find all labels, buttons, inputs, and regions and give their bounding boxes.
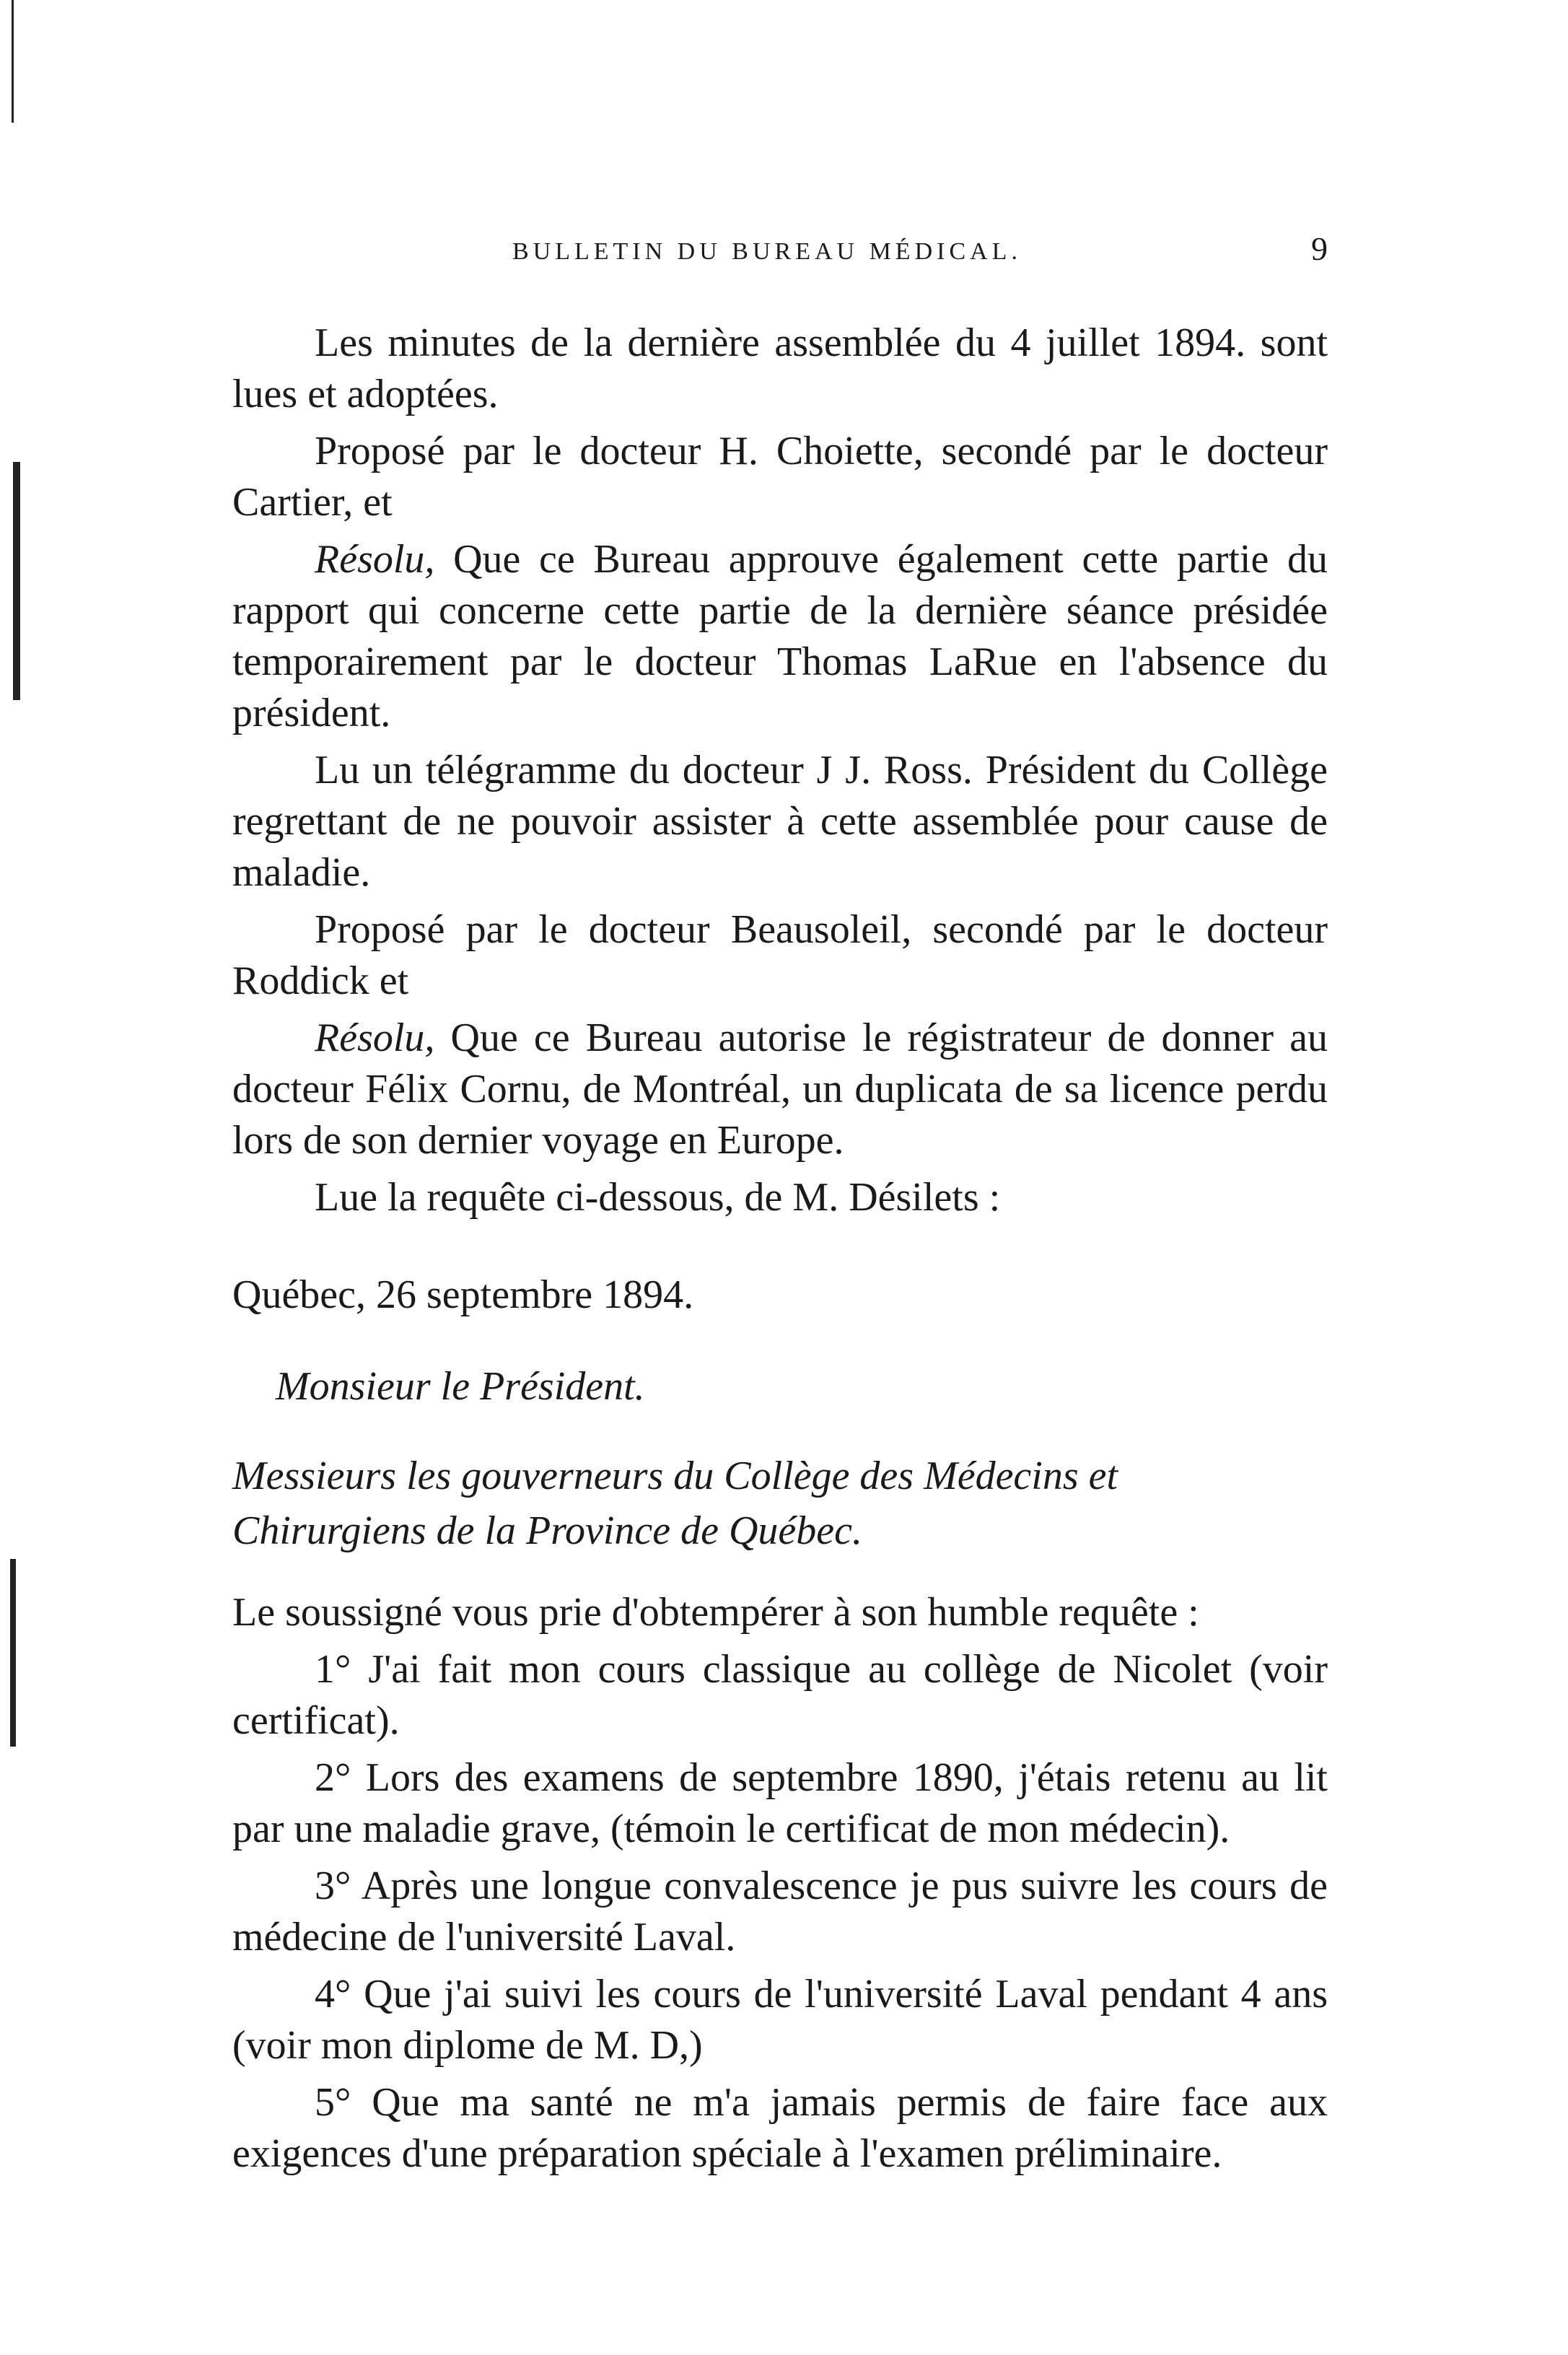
resolution-text: Que ce Bureau approuve également cette partie du rapport qui concerne cette partie de la dernière séance présidée temporairement par le docteur Thomas LaRue en l'absence du président.: [232, 537, 1328, 735]
running-title: BULLETIN DU BUREAU MÉDICAL.: [512, 238, 1022, 265]
paragraph-motion-2: Proposé par le docteur Beausoleil, secondé par le docteur Roddick et: [232, 907, 1328, 1003]
letter-salutation: Monsieur le Président.: [276, 1364, 645, 1409]
list-item-number: 4°: [315, 1972, 351, 2017]
scan-edge-mark-middle: [13, 462, 20, 700]
addressee-line-2: Chirurgiens de la Province de Québec.: [232, 1508, 862, 1553]
page-number: 9: [1311, 230, 1328, 267]
letter-dateline: Québec, 26 septembre 1894.: [232, 1272, 694, 1317]
paragraph-minutes: Les minutes de la dernière assemblée du 4 juillet 1894. sont lues et adoptées.: [232, 320, 1328, 416]
list-item-number: 5°: [315, 2080, 351, 2125]
list-item-number: 2°: [315, 1755, 351, 1800]
resolution-label: Résolu,: [315, 1015, 435, 1060]
letter-intro: Le soussigné vous prie d'obtempérer à son humble requête :: [232, 1590, 1199, 1635]
page-body: [232, 318, 1328, 2185]
paragraph-motion-1: Proposé par le docteur H. Choiette, secondé par le docteur Cartier, et: [232, 429, 1328, 525]
paragraph-resolution-1: [232, 534, 1328, 739]
list-item-text: Que ma santé ne m'a jamais permis de faire face aux exigences d'une préparation spéciale à l'examen préliminaire.: [232, 2080, 1328, 2176]
scan-edge-mark-top: [12, 0, 14, 123]
list-item-text: Lors des examens de septembre 1890, j'étais retenu au lit par une maladie grave, (témoin le certificat de mon médecin).: [232, 1755, 1328, 1851]
list-item-number: 3°: [315, 1864, 351, 1908]
list-item: [232, 1861, 1328, 1963]
page-header: [216, 230, 1328, 281]
paragraph-request-intro: Lue la requête ci-dessous, de M. Désilets :: [315, 1175, 1001, 1220]
resolution-label: Résolu,: [315, 537, 435, 582]
resolution-text: Que ce Bureau autorise le régistrateur de donner au docteur Félix Cornu, de Montréal, un duplicata de sa licence perdu lors de son dernier voyage en Europe.: [232, 1015, 1328, 1163]
paragraph-telegram: Lu un télégramme du docteur J J. Ross. Président du Collège regrettant de ne pouvoir assister à cette assemblée pour cause de maladie.: [232, 748, 1328, 895]
list-item: [232, 2077, 1328, 2180]
list-item: [232, 1969, 1328, 2071]
scan-edge-mark-lower: [10, 1559, 16, 1747]
letter-addressee: [232, 1449, 1328, 1558]
list-item-text: Après une longue convalescence je pus suivre les cours de médecine de l'université Laval.: [232, 1864, 1328, 1959]
list-item: [232, 1752, 1328, 1855]
paragraph-resolution-2: [232, 1013, 1328, 1166]
list-item-text: J'ai fait mon cours classique au collège de Nicolet (voir certificat).: [232, 1647, 1328, 1743]
list-item: [232, 1644, 1328, 1747]
addressee-line-1: Messieurs les gouverneurs du Collège des Médecins et: [232, 1454, 1118, 1498]
list-item-number: 1°: [315, 1647, 351, 1692]
list-item-text: Que j'ai suivi les cours de l'université Laval pendant 4 ans (voir mon diplome de M. D,): [232, 1972, 1328, 2068]
